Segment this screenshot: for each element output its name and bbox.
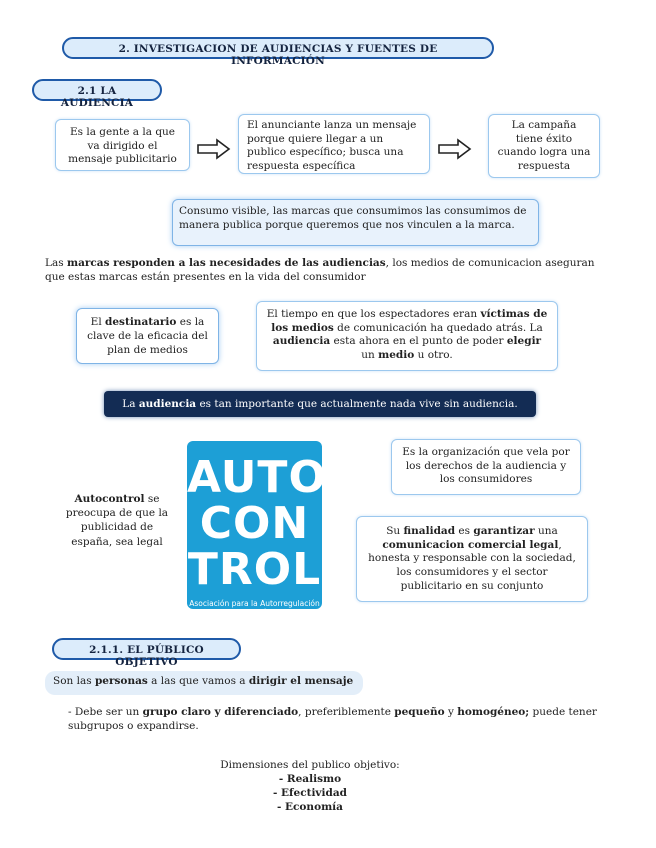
section-heading-2-1-text: 2.1 LA AUDIENCIA [60,85,134,109]
text-run: esta ahora en el punto de poder [330,335,507,348]
text-bold: garantizar [473,525,535,537]
autocontrol-description [62,492,172,549]
section-heading-2-1 [32,79,162,109]
text-run: , los medios de comunicacion aseguran que estas marcas están presentes en la vida del consumidor [45,257,595,284]
text-run: un [361,348,379,361]
text-run: Son las [53,675,95,687]
tiempo-box [256,301,558,371]
text-run: se preocupa de que la publicidad de españa, sea legal [65,493,169,548]
text-run: es tan importante que actualmente nada vive sin audiencia. [196,398,518,410]
dimensiones-title: Dimensiones del publico objetivo: [220,759,400,771]
finalidad-box [356,516,588,602]
section-heading-2 [62,37,494,67]
text-run: Su [386,525,404,537]
text-run: - Debe ser un [68,706,143,718]
text-run: una [534,525,558,537]
flow-box-success [488,114,600,178]
text-bold: finalidad [403,525,456,537]
right-arrow-icon [197,138,231,160]
text-bold: audiencia [138,398,197,410]
text-bold: elegir [506,335,542,348]
flow-box-success-text: La campaña tiene éxito cuando logra una respuesta [497,119,591,172]
autocontrol-logo [187,441,327,617]
dimension-item: - Realismo [278,772,342,785]
text-bold: grupo claro y diferenciado [142,706,299,718]
flow-box-audience [55,119,190,171]
flow-box-advertiser [238,114,430,174]
text-run: Las [45,257,67,269]
text-run: puede tener subgrupos o expandirse. [68,706,597,733]
text-run: , honesta y responsable con la sociedad, los consumidores y el sector publicitario en su conjunto [368,538,576,592]
debe-paragraph [68,705,613,733]
text-bold: audiencia [272,335,331,348]
flow-box-audience-text: Es la gente a la que va dirigido el mensaje publicitario [68,126,177,166]
consumo-visible-text: Consumo visible, las marcas que consumimos las consumimos de manera publica porque queremos que nos vinculen a la marca. [179,205,527,232]
audiencia-banner [104,391,536,417]
text-bold: Autocontrol [74,493,145,505]
text-run: es la clave de la eficacia del plan de medios [87,316,208,357]
dimensiones-block [190,759,430,814]
text-bold: personas [94,675,148,687]
flow-box-advertiser-text: El anunciante lanza un mensaje porque quiere llegar a un publico específico; busca una respuesta específica [247,119,417,172]
organizacion-text: Es la organización que vela por los derechos de la audiencia y los consumidores [402,446,570,486]
consumo-visible-box [172,199,539,246]
text-bold: homogéneo; [457,706,530,718]
logo-subtitle: Asociación para la Autorregulación de la Comunicación Comercial [189,599,320,617]
organizacion-box [391,439,581,495]
text-bold: pequeño [394,706,445,718]
text-run: a las que vamos a [147,675,249,687]
text-run: El [90,316,106,328]
section-heading-2-1-1 [52,638,241,668]
logo-line: TROL [187,544,322,595]
dimension-item: - Economía [277,800,343,813]
text-bold: destinatario [105,316,177,328]
section-heading-2-text: 2. INVESTIGACION DE AUDIENCIAS Y FUENTES DE INFORMACIÓN [118,43,438,67]
text-run: u otro. [414,348,453,361]
text-run: , preferiblemente [298,706,395,718]
text-bold: medio [378,348,415,361]
right-arrow-icon [438,138,472,160]
text-run: El tiempo en que los espectadores eran [266,308,481,320]
logo-line: AUTO [187,452,327,503]
text-run: de comunicación ha quedado atrás. La [333,321,543,334]
text-run: La [122,398,139,410]
text-bold: comunicacion comercial legal [382,538,559,551]
section-heading-2-1-1-text: 2.1.1. EL PÚBLICO OBJETIVO [89,644,204,668]
destinatario-box [76,308,219,364]
marcas-paragraph [45,256,613,284]
text-run: y [444,706,458,718]
personas-pill [45,671,363,695]
text-bold: dirigir el mensaje [248,675,354,687]
dimension-item: - Efectividad [272,786,348,799]
logo-line: CON [199,498,310,549]
text-run: es [455,525,474,537]
text-bold: víctimas de los medios [271,308,548,334]
text-bold: marcas responden a las necesidades de las audiencias [66,257,386,269]
